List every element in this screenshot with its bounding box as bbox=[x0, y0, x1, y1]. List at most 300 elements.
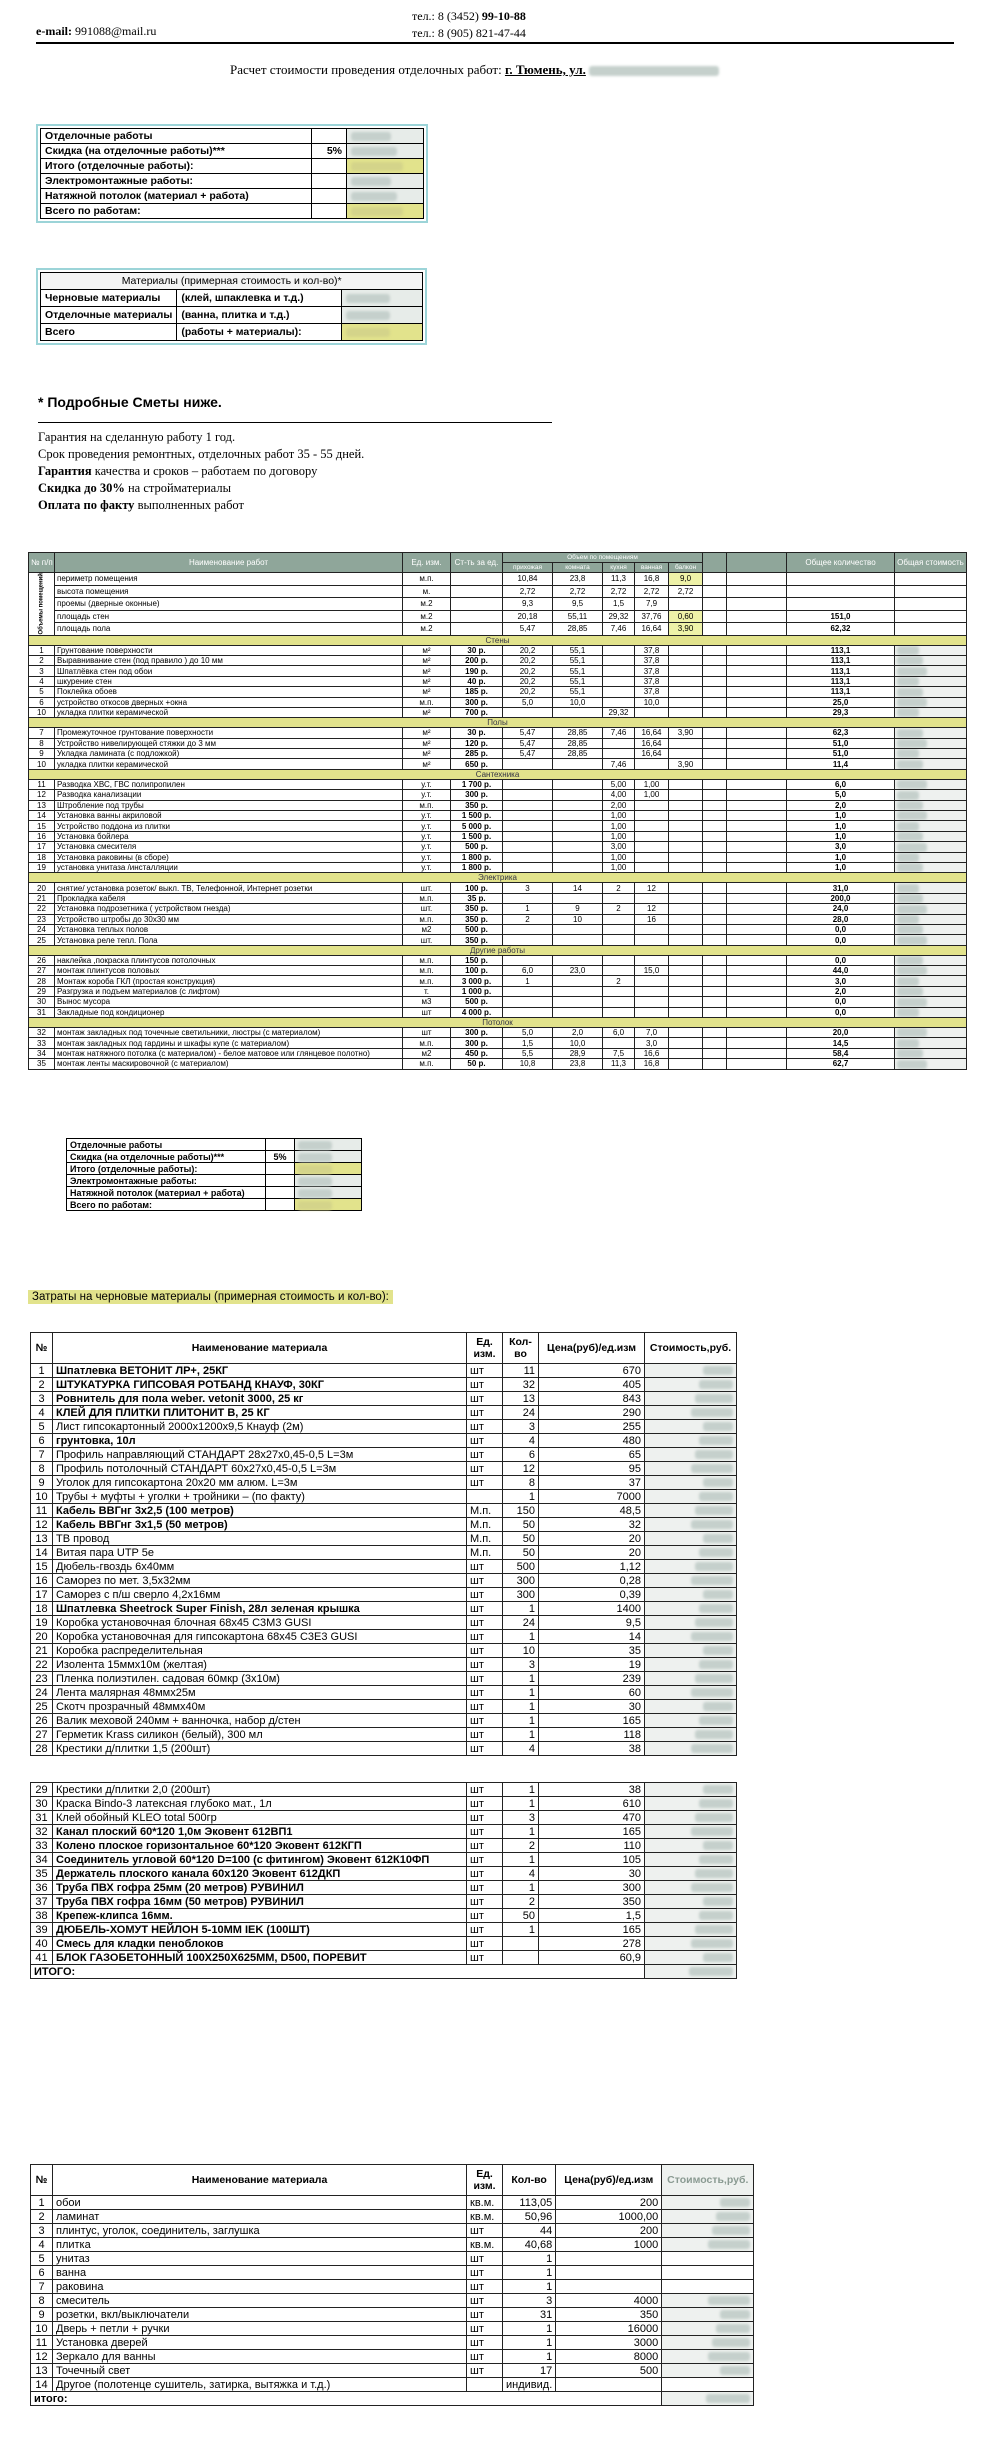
works-row-volume: 16,8 bbox=[635, 1059, 669, 1069]
header-email: e-mail: 991088@mail.ru bbox=[36, 24, 157, 38]
redacted-amount bbox=[897, 843, 927, 852]
volume-unit: м.2 bbox=[403, 598, 451, 611]
works-row-qty: 58,4 bbox=[787, 1048, 895, 1058]
works-row-volume: 37,8 bbox=[635, 666, 669, 676]
material-name: ТВ провод bbox=[53, 1532, 467, 1546]
materials-note: (клей, шпаклевка и т.д.) bbox=[177, 290, 342, 307]
works-row-volume: 2 bbox=[603, 883, 635, 893]
works-row-unit: шт bbox=[403, 1028, 451, 1038]
room-header: комната bbox=[553, 563, 603, 573]
works-row-price: 50 р. bbox=[451, 1059, 503, 1069]
works-row-volume bbox=[603, 935, 635, 945]
works-row-gap-2 bbox=[727, 883, 787, 893]
material-row bbox=[31, 2252, 754, 2266]
material-num: 8 bbox=[31, 1462, 53, 1476]
material-qty: 2 bbox=[503, 1839, 539, 1853]
volume-name: высота помещения bbox=[55, 585, 403, 598]
works-row-price: 300 р. bbox=[451, 1028, 503, 1038]
works-row-volume bbox=[669, 924, 703, 934]
works-row-num: 11 bbox=[29, 779, 55, 789]
material-qty: 17 bbox=[503, 2364, 556, 2378]
works-row-volume bbox=[553, 1007, 603, 1017]
material-unit: шт bbox=[467, 1728, 503, 1742]
redacted-amount bbox=[691, 1883, 733, 1892]
works-row-gap bbox=[703, 842, 727, 852]
material-unit: шт bbox=[467, 1853, 503, 1867]
works-row-volume bbox=[603, 645, 635, 655]
works-row-volume: 12 bbox=[635, 883, 669, 893]
volume-gap-2 bbox=[727, 598, 787, 611]
material-row bbox=[31, 2266, 754, 2280]
works-row-volume bbox=[669, 862, 703, 872]
material-qty: 10 bbox=[503, 1644, 539, 1658]
summary-extra bbox=[312, 129, 347, 144]
redacted-value bbox=[645, 1881, 737, 1895]
works-row-gap bbox=[703, 831, 727, 841]
redacted-value bbox=[895, 811, 967, 821]
works-row-num: 5 bbox=[29, 687, 55, 697]
redacted-amount bbox=[689, 1967, 733, 1976]
material-name: Валик меховой 240мм + ванночка, набор д/стен bbox=[53, 1714, 467, 1728]
volume-cost bbox=[895, 585, 967, 598]
works-row-num: 16 bbox=[29, 831, 55, 841]
volume-row bbox=[29, 573, 967, 586]
works-row-name: Монтаж короба ГКЛ (простая конструкция) bbox=[55, 976, 403, 986]
redacted-amount bbox=[691, 1520, 733, 1529]
works-row-gap bbox=[703, 1038, 727, 1048]
redacted-amount bbox=[708, 2296, 750, 2305]
redacted-amount bbox=[708, 2240, 750, 2249]
volume-qty: 62,32 bbox=[787, 623, 895, 636]
works-row-gap bbox=[703, 697, 727, 707]
redacted-amount bbox=[897, 677, 919, 686]
material-price: 200 bbox=[556, 2224, 662, 2238]
redacted-amount bbox=[703, 1590, 733, 1599]
volume-value: 9,0 bbox=[669, 573, 703, 586]
works-row-volume bbox=[503, 955, 553, 965]
redacted-value bbox=[645, 1574, 737, 1588]
redacted-value bbox=[895, 728, 967, 738]
material-name: Точечный свет bbox=[53, 2364, 467, 2378]
summary2-extra bbox=[266, 1187, 295, 1199]
works-row-name: Штробление под трубы bbox=[55, 800, 403, 810]
works-row-volume bbox=[669, 811, 703, 821]
material-name: Зеркало для ванны bbox=[53, 2350, 467, 2364]
material-qty: 1 bbox=[503, 2252, 556, 2266]
works-row-volume: 28,85 bbox=[553, 738, 603, 748]
works-row-price: 150 р. bbox=[451, 955, 503, 965]
works-row-unit: м3 bbox=[403, 997, 451, 1007]
works-row-name: Разгрузка и подъем материалов (с лифтом) bbox=[55, 986, 403, 996]
material-row bbox=[31, 2196, 754, 2210]
material-num: 10 bbox=[31, 2322, 53, 2336]
material-name: Крепеж-клипса 16мм. bbox=[53, 1909, 467, 1923]
works-row-volume bbox=[635, 759, 669, 769]
works-row-volume: 10,8 bbox=[503, 1059, 553, 1069]
works-row-num: 2 bbox=[29, 655, 55, 665]
works-row-volume bbox=[635, 800, 669, 810]
material-price: 30 bbox=[539, 1867, 645, 1881]
material-price: 60,9 bbox=[539, 1951, 645, 1965]
redacted-value bbox=[645, 1714, 737, 1728]
works-row-volume: 16,64 bbox=[635, 749, 669, 759]
works-row bbox=[29, 800, 967, 810]
works-row-price: 1 000 р. bbox=[451, 986, 503, 996]
works-row-price: 40 р. bbox=[451, 676, 503, 686]
material-unit: шт bbox=[467, 1560, 503, 1574]
redacted-value bbox=[645, 1937, 737, 1951]
works-row-gap-2 bbox=[727, 1028, 787, 1038]
material-num: 23 bbox=[31, 1672, 53, 1686]
volume-name: проемы (дверные оконные) bbox=[55, 598, 403, 611]
material-qty: 1 bbox=[503, 1825, 539, 1839]
works-row-volume bbox=[669, 914, 703, 924]
works-row-unit: м.п. bbox=[403, 966, 451, 976]
works-row-volume: 16,64 bbox=[635, 728, 669, 738]
works-section-title: Электрика bbox=[29, 873, 967, 883]
works-row-volume: 2,0 bbox=[553, 1028, 603, 1038]
material-row bbox=[31, 1504, 737, 1518]
material-row bbox=[31, 2224, 754, 2238]
redacted-value bbox=[645, 1602, 737, 1616]
materials-label: Черновые материалы bbox=[41, 290, 177, 307]
works-row-volume bbox=[635, 707, 669, 717]
material-unit: шт bbox=[467, 1867, 503, 1881]
material-price: 500 bbox=[556, 2364, 662, 2378]
material-qty: 44 bbox=[503, 2224, 556, 2238]
volume-value: 2,72 bbox=[603, 585, 635, 598]
works-row-unit: м.п. bbox=[403, 697, 451, 707]
material-qty: 50 bbox=[503, 1532, 539, 1546]
works-row-name: монтаж плинтусов половых bbox=[55, 966, 403, 976]
works-row-gap bbox=[703, 728, 727, 738]
redacted-value bbox=[645, 1811, 737, 1825]
works-row-volume: 20,2 bbox=[503, 687, 553, 697]
redacted-value bbox=[662, 2294, 754, 2308]
material-unit: шт bbox=[467, 1476, 503, 1490]
volume-unit: м.2 bbox=[403, 623, 451, 636]
material-unit: шт bbox=[467, 1742, 503, 1756]
works-row-qty: 0,0 bbox=[787, 924, 895, 934]
works-row-volume bbox=[669, 893, 703, 903]
materials-header-name: Наименование материала bbox=[53, 2165, 467, 2196]
material-price: 470 bbox=[539, 1811, 645, 1825]
material-name: Держатель плоского канала 60x120 Эковент 612ДКП bbox=[53, 1867, 467, 1881]
material-name: Соединитель угловой 60*120 D=100 (с фитингом) Эковент 612К10ФП bbox=[53, 1853, 467, 1867]
redacted-value bbox=[895, 790, 967, 800]
works-row-volume bbox=[603, 749, 635, 759]
works-row-volume bbox=[603, 1007, 635, 1017]
material-qty: 113,05 bbox=[503, 2196, 556, 2210]
volume-price bbox=[451, 623, 503, 636]
redacted-value bbox=[895, 676, 967, 686]
redacted-value bbox=[895, 831, 967, 841]
material-unit: шт bbox=[467, 1951, 503, 1965]
works-row-volume bbox=[503, 997, 553, 1007]
volume-value: 2,72 bbox=[635, 585, 669, 598]
works-row-name: Разводка канализации bbox=[55, 790, 403, 800]
redacted-value bbox=[895, 883, 967, 893]
works-row-price: 285 р. bbox=[451, 749, 503, 759]
redacted-value bbox=[895, 645, 967, 655]
works-row-num: 4 bbox=[29, 676, 55, 686]
redacted-amount bbox=[897, 760, 923, 769]
material-unit: шт bbox=[467, 1714, 503, 1728]
summary2-row bbox=[67, 1187, 362, 1199]
material-name: ламинат bbox=[53, 2210, 467, 2224]
redacted-value bbox=[895, 707, 967, 717]
volume-value: 0,60 bbox=[669, 610, 703, 623]
redacted-value bbox=[645, 1462, 737, 1476]
works-row-gap bbox=[703, 976, 727, 986]
redacted-amount bbox=[897, 987, 923, 996]
redacted-value bbox=[645, 1686, 737, 1700]
material-num: 28 bbox=[31, 1742, 53, 1756]
redacted-amount bbox=[695, 1506, 733, 1515]
volume-value: 23,8 bbox=[553, 573, 603, 586]
summary2-row bbox=[67, 1163, 362, 1175]
works-row-name: Выравнивание стен (под правило ) до 10 мм bbox=[55, 655, 403, 665]
redacted-value bbox=[895, 976, 967, 986]
works-row-volume: 55,1 bbox=[553, 676, 603, 686]
volume-qty bbox=[787, 573, 895, 586]
works-row-name: монтаж закладных под точечные светильники, люстры (с материалом) bbox=[55, 1028, 403, 1038]
material-price: 239 bbox=[539, 1672, 645, 1686]
volume-value: 16,64 bbox=[635, 623, 669, 636]
redacted-amount bbox=[703, 1646, 733, 1655]
material-name: Уголок для гипсокартона 20x20 мм алюм. L=3м bbox=[53, 1476, 467, 1490]
volume-value: 1,5 bbox=[603, 598, 635, 611]
works-row-gap bbox=[703, 935, 727, 945]
summary-extra bbox=[312, 189, 347, 204]
works-row-gap-2 bbox=[727, 842, 787, 852]
redacted-value bbox=[662, 2350, 754, 2364]
works-row-gap bbox=[703, 986, 727, 996]
works-row-volume: 5,5 bbox=[503, 1048, 553, 1058]
redacted-amount bbox=[720, 2198, 750, 2207]
works-row-gap bbox=[703, 749, 727, 759]
volume-gap bbox=[703, 573, 727, 586]
volume-name: площадь стен bbox=[55, 610, 403, 623]
works-row-volume: 55,1 bbox=[553, 655, 603, 665]
redacted-value bbox=[645, 1420, 737, 1434]
redacted-amount bbox=[703, 1422, 733, 1431]
works-row-gap-2 bbox=[727, 935, 787, 945]
works-row-qty: 29,3 bbox=[787, 707, 895, 717]
material-name: плитка bbox=[53, 2238, 467, 2252]
redacted-amount bbox=[703, 1841, 733, 1850]
material-name: КЛЕЙ ДЛЯ ПЛИТКИ ПЛИТОНИТ В, 25 КГ bbox=[53, 1406, 467, 1420]
redacted-amount bbox=[351, 207, 403, 216]
material-num: 5 bbox=[31, 1420, 53, 1434]
redacted-amount bbox=[691, 1939, 733, 1948]
works-row bbox=[29, 966, 967, 976]
material-qty: индивид. bbox=[503, 2378, 556, 2392]
material-cost bbox=[662, 2266, 754, 2280]
works-row-num: 3 bbox=[29, 666, 55, 676]
works-row-gap-2 bbox=[727, 687, 787, 697]
materials-total-label: итого: bbox=[31, 2392, 662, 2406]
material-row bbox=[31, 1616, 737, 1630]
redacted-value bbox=[895, 1007, 967, 1017]
works-row-gap bbox=[703, 707, 727, 717]
phone-2: тел.: 8 (905) 821-47-44 bbox=[412, 26, 526, 40]
works-row-num: 15 bbox=[29, 821, 55, 831]
works-row-volume bbox=[669, 821, 703, 831]
works-row-unit: у.т. bbox=[403, 811, 451, 821]
redacted-value bbox=[895, 749, 967, 759]
summary2-extra bbox=[266, 1199, 295, 1211]
material-price: 7000 bbox=[539, 1490, 645, 1504]
works-row-price: 300 р. bbox=[451, 697, 503, 707]
works-row-volume bbox=[603, 1038, 635, 1048]
material-qty: 1 bbox=[503, 1797, 539, 1811]
works-row-name: Устройство нивелирующей стяжки до 3 мм bbox=[55, 738, 403, 748]
redacted-amount bbox=[699, 1855, 733, 1864]
material-price bbox=[556, 2378, 662, 2392]
works-row-volume bbox=[635, 1007, 669, 1017]
material-name: грунтовка, 10л bbox=[53, 1434, 467, 1448]
materials-header-row bbox=[31, 1333, 737, 1364]
redacted-value bbox=[895, 821, 967, 831]
material-price: 35 bbox=[539, 1644, 645, 1658]
works-row-volume bbox=[669, 1059, 703, 1069]
summary-extra: 5% bbox=[312, 144, 347, 159]
works-row-volume bbox=[603, 697, 635, 707]
works-row-volume bbox=[553, 842, 603, 852]
works-row-gap bbox=[703, 790, 727, 800]
works-row bbox=[29, 935, 967, 945]
material-price bbox=[556, 2252, 662, 2266]
works-section-row bbox=[29, 718, 967, 728]
volume-value: 9,5 bbox=[553, 598, 603, 611]
material-price: 30 bbox=[539, 1700, 645, 1714]
material-unit: М.п. bbox=[467, 1504, 503, 1518]
works-row-volume bbox=[669, 831, 703, 841]
material-unit: шт bbox=[467, 2266, 503, 2280]
redacted-value bbox=[347, 129, 424, 144]
material-num: 11 bbox=[31, 1504, 53, 1518]
redacted-value bbox=[645, 1672, 737, 1686]
redacted-amount bbox=[346, 311, 390, 320]
material-qty: 1 bbox=[503, 1714, 539, 1728]
material-qty: 1 bbox=[503, 1923, 539, 1937]
redacted-value bbox=[895, 842, 967, 852]
works-row-volume: 12 bbox=[635, 904, 669, 914]
material-row bbox=[31, 1658, 737, 1672]
redacted-value bbox=[645, 1448, 737, 1462]
material-price: 200 bbox=[556, 2196, 662, 2210]
works-row-name: Установка реле тепл. Пола bbox=[55, 935, 403, 945]
works-row bbox=[29, 707, 967, 717]
redacted-value bbox=[347, 204, 424, 219]
works-row-volume: 55,1 bbox=[553, 687, 603, 697]
material-name: Краска Bindo-3 латексная глубоко мат., 1л bbox=[53, 1797, 467, 1811]
finish-materials-table bbox=[30, 2164, 754, 2406]
material-qty: 1 bbox=[503, 1686, 539, 1700]
works-row-gap-2 bbox=[727, 645, 787, 655]
volume-value: 11,3 bbox=[603, 573, 635, 586]
redacted-value bbox=[662, 2308, 754, 2322]
material-num: 6 bbox=[31, 1434, 53, 1448]
materials-header-name: Наименование материала bbox=[53, 1333, 467, 1364]
works-row-gap-2 bbox=[727, 811, 787, 821]
email-link[interactable]: 991088@mail.ru bbox=[74, 24, 157, 38]
summary-row bbox=[41, 174, 424, 189]
redacted-amount bbox=[699, 1911, 733, 1920]
volume-gap bbox=[703, 585, 727, 598]
works-row bbox=[29, 749, 967, 759]
material-unit: шт bbox=[467, 2294, 503, 2308]
material-num: 25 bbox=[31, 1700, 53, 1714]
volume-gap bbox=[703, 598, 727, 611]
works-row-num: 34 bbox=[29, 1048, 55, 1058]
material-row bbox=[31, 1448, 737, 1462]
works-row-gap-2 bbox=[727, 666, 787, 676]
works-row-volume: 1 bbox=[503, 976, 553, 986]
works-row-volume bbox=[553, 935, 603, 945]
works-row-volume: 1,00 bbox=[603, 831, 635, 841]
material-name: Кабель ВВГнг 3x2,5 (100 метров) bbox=[53, 1504, 467, 1518]
materials-header-qty: Кол-во bbox=[503, 2165, 556, 2196]
works-row-unit: м² bbox=[403, 728, 451, 738]
volume-unit: м.2 bbox=[403, 610, 451, 623]
works-row-unit: м.п. bbox=[403, 976, 451, 986]
material-price: 1,5 bbox=[539, 1909, 645, 1923]
works-row-qty: 14,5 bbox=[787, 1038, 895, 1048]
works-row-unit: м² bbox=[403, 749, 451, 759]
works-header-row bbox=[29, 553, 967, 563]
material-qty: 500 bbox=[503, 1560, 539, 1574]
works-row-name: укладка плитки керамической bbox=[55, 759, 403, 769]
redacted-value bbox=[342, 324, 423, 341]
material-num: 24 bbox=[31, 1686, 53, 1700]
material-price: 20 bbox=[539, 1546, 645, 1560]
summary-box bbox=[36, 124, 428, 223]
material-unit: кв.м. bbox=[467, 2210, 503, 2224]
redacted-amount bbox=[897, 1008, 919, 1017]
works-row-volume bbox=[553, 811, 603, 821]
redacted-value bbox=[645, 1490, 737, 1504]
works-row-volume: 5,00 bbox=[603, 779, 635, 789]
material-num: 15 bbox=[31, 1560, 53, 1574]
works-row-volume: 23,8 bbox=[553, 1059, 603, 1069]
material-price: 300 bbox=[539, 1881, 645, 1895]
material-unit: шт bbox=[467, 1797, 503, 1811]
works-row-volume: 15,0 bbox=[635, 966, 669, 976]
works-row-volume bbox=[503, 842, 553, 852]
material-num: 41 bbox=[31, 1951, 53, 1965]
draft-materials-block bbox=[30, 1332, 737, 1756]
summary2-extra bbox=[266, 1175, 295, 1187]
works-header-volume: Объем по помещениям bbox=[503, 553, 703, 563]
material-row bbox=[31, 1825, 737, 1839]
material-name: Коробка установочная для гипсокартона 68x45 С3Е3 GUSI bbox=[53, 1630, 467, 1644]
works-row-gap bbox=[703, 800, 727, 810]
redacted-amount bbox=[897, 1039, 919, 1048]
works-row-volume bbox=[503, 707, 553, 717]
volume-value: 55,11 bbox=[553, 610, 603, 623]
redacted-amount bbox=[691, 1827, 733, 1836]
works-row-volume bbox=[603, 997, 635, 1007]
redacted-amount bbox=[351, 177, 391, 186]
material-qty: 50 bbox=[503, 1518, 539, 1532]
works-row-gap-2 bbox=[727, 893, 787, 903]
material-unit: шт bbox=[467, 1700, 503, 1714]
works-row-unit: м² bbox=[403, 707, 451, 717]
works-row-name: Укладка ламината (с подложкой) bbox=[55, 749, 403, 759]
redacted-amount bbox=[298, 1153, 332, 1162]
